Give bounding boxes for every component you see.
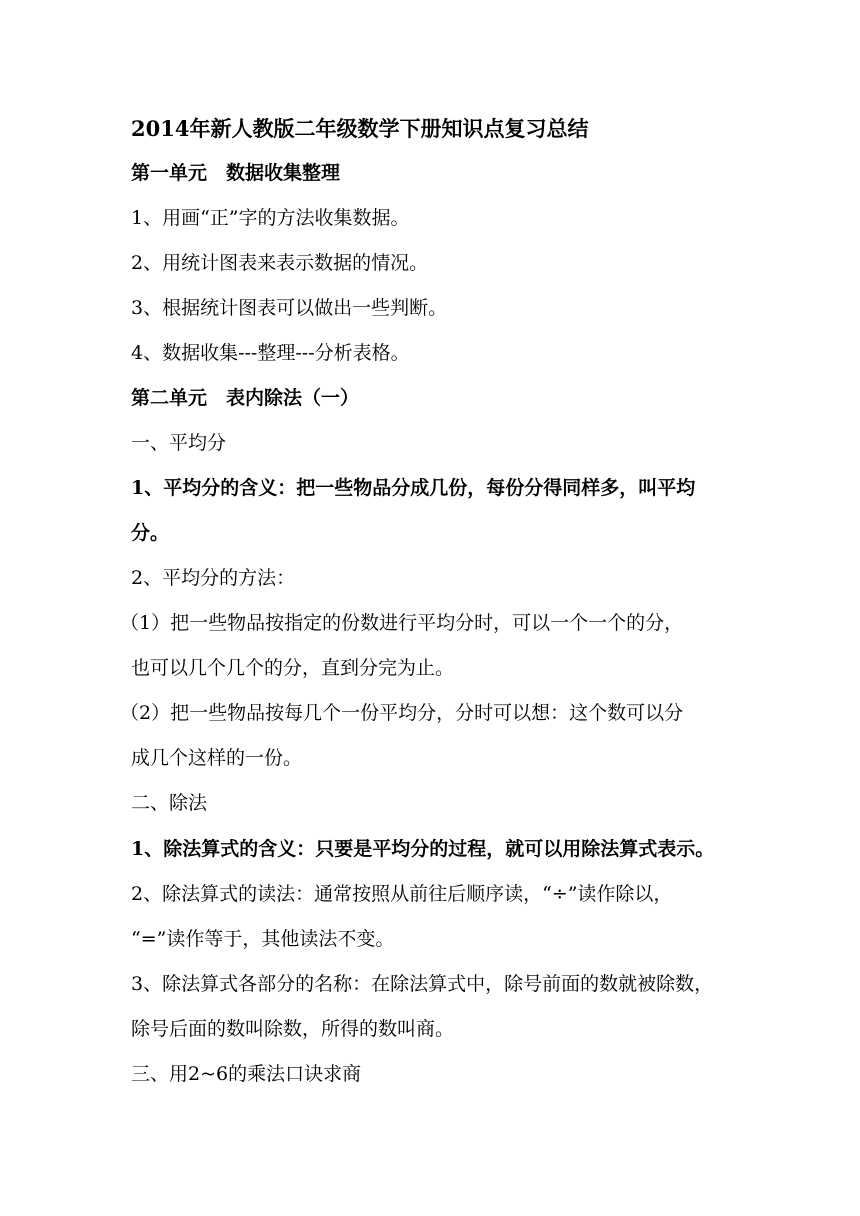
average-method2-line2: 成几个这样的一份。: [131, 747, 303, 769]
document-title: 2014年新人教版二年级数学下册知识点复习总结: [131, 116, 589, 141]
unit1-item-2: 2、用统计图表来表示数据的情况。: [131, 252, 429, 274]
unit1-heading: 第一单元 数据收集整理: [131, 162, 341, 184]
unit1-item-4: 4、数据收集---整理---分析表格。: [131, 342, 410, 364]
section-average-heading: 一、平均分: [131, 432, 227, 454]
division-reading-line2: “=”读作等于，其他读法不变。: [131, 928, 395, 950]
average-definition-line2: 分。: [131, 522, 170, 544]
average-definition-line1: 1、平均分的含义：把一些物品分成几份，每份分得同样多，叫平均: [131, 477, 696, 499]
division-meaning: 1、除法算式的含义：只要是平均分的过程，就可以用除法算式表示。: [131, 838, 715, 860]
division-parts-line2: 除号后面的数叫除数，所得的数叫商。: [131, 1018, 455, 1040]
unit2-heading: 第二单元 表内除法（一）: [131, 387, 360, 409]
unit1-item-1: 1、用画“正”字的方法收集数据。: [131, 207, 410, 229]
average-method-heading: 2、平均分的方法：: [131, 567, 296, 589]
section-division-heading: 二、除法: [131, 792, 208, 814]
average-method2-line1: （2）把一些物品按每几个一份平均分，分时可以想：这个数可以分: [120, 702, 684, 724]
division-parts-line1: 3、除法算式各部分的名称：在除法算式中，除号前面的数就被除数，: [131, 973, 714, 995]
section-quotient-heading: 三、用2~6的乘法口诀求商: [131, 1063, 362, 1085]
division-reading-line1: 2、除法算式的读法：通常按照从前往后顺序读，“÷”读作除以，: [131, 883, 673, 905]
average-method1-line2: 也可以几个几个的分，直到分完为止。: [131, 657, 455, 679]
unit1-item-3: 3、根据统计图表可以做出一些判断。: [131, 297, 448, 319]
average-method1-line1: （1）把一些物品按指定的份数进行平均分时，可以一个一个的分，: [120, 612, 684, 634]
